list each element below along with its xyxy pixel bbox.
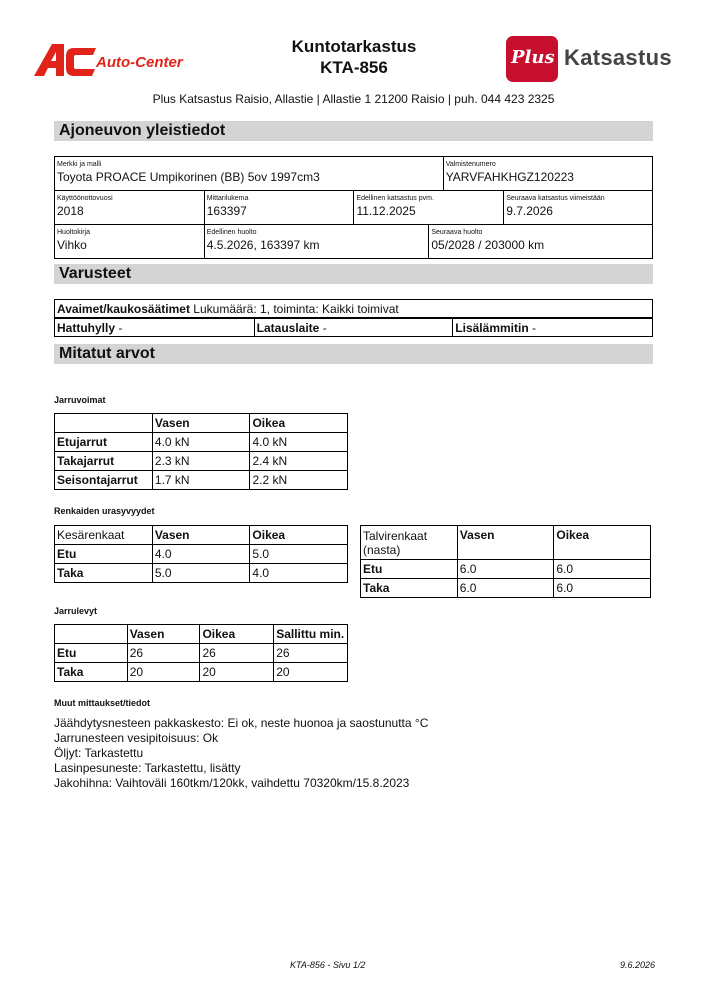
equipment-items-table xyxy=(54,318,653,337)
list-item: Jäähdytysnesteen pakkaskesto: Ei ok, neste huonoa ja saostunutta °C xyxy=(54,716,429,730)
make-model-value: Toyota PROACE Umpikorinen (BB) 5ov 1997cm3 xyxy=(57,170,320,184)
discs-cell-left: 20 xyxy=(127,663,200,682)
list-item: Jarrunesteen vesipitoisuus: Ok xyxy=(54,731,219,745)
tyres-subtitle: Renkaiden urasyvyydet xyxy=(54,506,155,516)
discs-row-label: Taka xyxy=(55,663,128,682)
station-address: Plus Katsastus Raisio, Allastie | Allastie 1 21200 Raisio | puh. 044 423 2325 xyxy=(152,92,555,106)
winter-col-right: Oikea xyxy=(554,526,651,560)
next-service-value: 05/2028 / 203000 km xyxy=(431,238,545,252)
summer-cell-left: 5.0 xyxy=(152,564,250,583)
footer-date: 9.6.2026 xyxy=(620,960,656,970)
section-equipment-title: Varusteet xyxy=(54,264,653,284)
winter-corner xyxy=(361,526,458,560)
hat-shelf-cell xyxy=(55,319,255,337)
brakes-corner xyxy=(55,414,153,433)
keys-value: Lukumäärä: 1, toiminta: Kaikki toimivat xyxy=(193,301,399,316)
summer-col-right: Oikea xyxy=(250,526,348,545)
table-row xyxy=(55,452,348,471)
next-inspection-label: Seuraava katsastus viimeistään xyxy=(506,195,605,202)
brakes-col-left: Vasen xyxy=(152,414,250,433)
winter-row-label: Taka xyxy=(361,579,458,598)
vin-value: YARVFAHKHGZ120223 xyxy=(445,170,574,184)
keys-label: Avaimet/kaukosäätimet xyxy=(57,301,190,316)
heater-cell xyxy=(453,319,653,337)
discs-corner xyxy=(55,625,128,644)
keys-cell xyxy=(55,300,653,318)
brakes-row-label: Etujarrut xyxy=(55,433,153,452)
last-inspection-value: 11.12.2025 xyxy=(356,204,416,218)
brakes-col-right: Oikea xyxy=(250,414,348,433)
section-measured-title: Mitatut arvot xyxy=(54,344,653,364)
brakes-row-label: Seisontajarrut xyxy=(55,471,153,490)
winter-col-left: Vasen xyxy=(457,526,554,560)
last-service-label: Edellinen huolto xyxy=(206,229,257,236)
charger-value: - xyxy=(322,320,327,335)
list-item: Jakohihna: Vaihtoväli 160tkm/120kk, vaihdettu 70320km/15.8.2023 xyxy=(54,776,410,790)
equipment-keys-table xyxy=(54,299,653,318)
brakes-cell-left: 1.7 kN xyxy=(152,471,250,490)
service-book-value: Vihko xyxy=(57,238,87,252)
summer-tyres-table xyxy=(54,525,348,583)
hat-shelf-label: Hattuhylly xyxy=(57,320,116,335)
brakes-cell-right: 2.2 kN xyxy=(250,471,348,490)
vin-cell xyxy=(443,157,652,191)
table-row xyxy=(55,564,348,583)
heater-value: - xyxy=(532,320,536,335)
brakes-cell-left: 2.3 kN xyxy=(152,452,250,471)
brakes-cell-right: 4.0 kN xyxy=(250,433,348,452)
discs-col-left: Vasen xyxy=(127,625,200,644)
heater-label: Lisälämmitin xyxy=(455,320,529,335)
table-row xyxy=(55,545,348,564)
general-info-grid xyxy=(54,156,653,191)
discs-cell-right: 20 xyxy=(200,663,274,682)
table-row xyxy=(55,663,348,682)
summer-row-label: Taka xyxy=(55,564,153,583)
list-item: Lasinpesuneste: Tarkastettu, lisätty xyxy=(54,761,241,775)
other-measurements-subtitle: Muut mittaukset/tiedot xyxy=(54,698,150,708)
table-row xyxy=(55,433,348,452)
discs-cell-min: 20 xyxy=(274,663,348,682)
winter-cell-right: 6.0 xyxy=(554,560,651,579)
winter-corner-line-1: Talvirenkaat xyxy=(363,528,428,543)
last-inspection-label: Edellinen katsastus pvm. xyxy=(356,195,434,202)
discs-subtitle: Jarrulevyt xyxy=(54,606,98,616)
plus-katsastus-logo xyxy=(506,36,676,82)
last-service-value: 4.5.2026, 163397 km xyxy=(206,238,320,252)
hat-shelf-value: - xyxy=(118,320,123,335)
katsastus-logo-word: Katsastus xyxy=(564,45,672,70)
brakes-cell-left: 4.0 kN xyxy=(152,433,250,452)
footer-page-number: KTA-856 - Sivu 1/2 xyxy=(290,960,366,970)
discs-col-min: Sallittu min. xyxy=(274,625,348,644)
last-inspection-cell xyxy=(354,191,504,225)
charger-cell xyxy=(254,319,453,337)
make-model-label: Merkki ja malli xyxy=(57,161,102,168)
winter-corner-line-2: (nasta) xyxy=(363,542,401,557)
table-row xyxy=(361,579,651,598)
service-book-cell xyxy=(55,225,205,259)
summer-row-label: Etu xyxy=(55,545,153,564)
general-info-grid-row-3 xyxy=(54,224,653,259)
next-inspection-value: 9.7.2026 xyxy=(506,204,553,218)
winter-tyres-table xyxy=(360,525,651,598)
year-cell xyxy=(55,191,205,225)
discs-cell-min: 26 xyxy=(274,644,348,663)
service-book-label: Huoltokirja xyxy=(57,229,91,236)
odometer-label: Mittarilukema xyxy=(206,195,249,202)
winter-cell-right: 6.0 xyxy=(554,579,651,598)
discs-row-label: Etu xyxy=(55,644,128,663)
summer-cell-left: 4.0 xyxy=(152,545,250,564)
discs-cell-left: 26 xyxy=(127,644,200,663)
auto-center-logo xyxy=(34,42,209,78)
discs-col-right: Oikea xyxy=(200,625,274,644)
winter-cell-left: 6.0 xyxy=(457,579,554,598)
summer-cell-right: 5.0 xyxy=(250,545,348,564)
section-general-title: Ajoneuvon yleistiedot xyxy=(54,121,653,141)
next-service-cell xyxy=(429,225,653,259)
year-value: 2018 xyxy=(57,204,84,218)
table-row xyxy=(361,560,651,579)
last-service-cell xyxy=(204,225,429,259)
other-measurements-list xyxy=(54,716,428,791)
auto-center-logo-text: Auto-Center xyxy=(96,54,183,71)
charger-label: Latauslaite xyxy=(256,320,320,335)
brake-discs-table xyxy=(54,624,348,682)
winter-cell-left: 6.0 xyxy=(457,560,554,579)
document-title xyxy=(254,36,454,78)
title-line-1: Kuntotarkastus xyxy=(291,37,417,56)
vin-label: Valmistenumero xyxy=(445,161,496,168)
winter-row-label: Etu xyxy=(361,560,458,579)
table-row xyxy=(55,644,348,663)
plus-logo-word: Plus xyxy=(511,47,555,68)
general-info-grid-row-2 xyxy=(54,190,653,225)
brakes-table xyxy=(54,413,348,490)
odometer-value: 163397 xyxy=(206,204,247,218)
year-label: Käyttöönottovuosi xyxy=(57,195,113,202)
brakes-row-label: Takajarrut xyxy=(55,452,153,471)
summer-corner: Kesärenkaat xyxy=(55,526,153,545)
next-service-label: Seuraava huolto xyxy=(431,229,483,236)
next-inspection-cell xyxy=(504,191,653,225)
make-model-cell xyxy=(55,157,444,191)
odometer-cell xyxy=(204,191,354,225)
table-row xyxy=(55,471,348,490)
list-item: Öljyt: Tarkastettu xyxy=(54,746,144,760)
discs-cell-right: 26 xyxy=(200,644,274,663)
summer-cell-right: 4.0 xyxy=(250,564,348,583)
brakes-subtitle: Jarruvoimat xyxy=(54,395,106,405)
title-line-2: KTA-856 xyxy=(320,58,388,77)
brakes-cell-right: 2.4 kN xyxy=(250,452,348,471)
summer-col-left: Vasen xyxy=(152,526,250,545)
